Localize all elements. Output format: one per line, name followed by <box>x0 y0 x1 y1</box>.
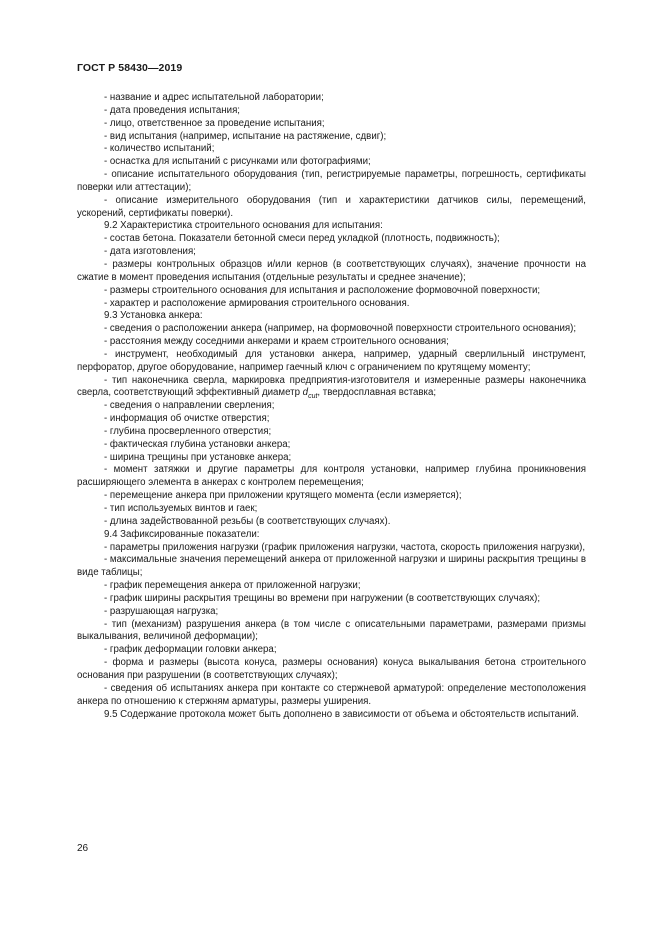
section-paragraph-9-5: 9.5 Содержание протокола может быть дополнено в зависимости от объема и обстоятельств испытаний. <box>104 708 579 720</box>
section-heading-9-4: 9.4 Зафиксированные показатели: <box>104 528 260 540</box>
list-item: - информация об очистке отверстия; <box>104 413 270 425</box>
list-item: - оснастка для испытаний с рисунками или фотографиями; <box>104 156 371 168</box>
list-item: - сведения об испытаниях анкера при контакте со стержневой арматурой: определение местоположения анкера по отношению к стержням арматуры, размеры уширения. <box>77 682 586 707</box>
list-item: - описание испытательного оборудования (тип, регистрируемые параметры, погрешность, сертификаты поверки или аттестации); <box>77 169 586 193</box>
list-item: - максимальные значения перемещений анкера от приложенной нагрузки и ширины раскрытия трещины в виде таблицы; <box>77 554 586 579</box>
section-heading-9-2: 9.2 Характеристика строительного основания для испытания: <box>104 220 383 232</box>
list-item: - перемещение анкера при приложении крутящего момента (если измеряется); <box>104 490 462 502</box>
list-item: - состав бетона. Показатели бетонной смеси перед укладкой (плотность, подвижность); <box>104 233 500 245</box>
drill-text-before: - тип наконечника сверла, маркировка предприятия-изготовителя и измеренные размеры наконечника сверла, соответствующий эффективный диаметр <box>77 374 586 399</box>
list-item: - параметры приложения нагрузки (график приложения нагрузки, частота, скорость приложения нагрузки), <box>104 541 586 553</box>
list-item: - дата изготовления; <box>104 246 196 258</box>
list-item: - глубина просверленного отверстия; <box>104 425 272 437</box>
list-item: - инструмент, необходимый для установки анкера, например, ударный сверлильный инструмент, перфоратор, другое оборудование, например гаечный ключ с ограничением по крутящему моменту; <box>77 348 586 373</box>
section-heading-9-3: 9.3 Установка анкера: <box>104 310 203 322</box>
list-item: - расстояния между соседними анкерами и краем строительного основания; <box>104 336 449 348</box>
list-item: - сведения о расположении анкера (например, на формовочной поверхности строительного основания); <box>104 323 577 335</box>
list-item: - размеры строительного основания для испытания и расположение формовочной поверхности; <box>104 284 541 296</box>
diameter-symbol: d <box>302 387 309 399</box>
list-item: - длина задействованной резьбы (в соответствующих случаях). <box>104 515 391 527</box>
list-item: - характер и расположение армирования строительного основания. <box>104 297 410 309</box>
list-item: - график ширины раскрытия трещины во времени при нагружении (в соответствующих случаях); <box>104 592 541 604</box>
list-item: - лицо, ответственное за проведение испытания; <box>104 117 325 129</box>
list-item: - дата проведения испытания; <box>104 104 241 116</box>
list-item: - сведения о направлении сверления; <box>104 400 275 412</box>
list-item: - размеры контрольных образцов и/или кернов (в соответствующих случаях), значение прочности на сжатие в момент проведения испытания (отдельные результаты и среднее значение); <box>77 258 586 283</box>
document-body <box>77 92 586 721</box>
drill-text-after: , твердосплавная вставка; <box>317 387 437 399</box>
list-item: - тип используемых винтов и гаек; <box>104 503 258 514</box>
list-item: - форма и размеры (высота конуса, размеры основания) конуса выкалывания бетона строительного основания при разрушении (в соответствующих случаях); <box>77 657 586 681</box>
list-item: - график перемещения анкера от приложенной нагрузки; <box>104 580 361 592</box>
list-item: - момент затяжки и другие параметры для контроля установки, например глубина проникновения расширяющего элемента в анкерах с контролем перемещения; <box>77 464 586 489</box>
list-item: - график деформации головки анкера; <box>104 644 277 656</box>
list-item: - описание измерительного оборудования (тип и характеристики датчиков силы, перемещений, ускорений, сертификаты поверки). <box>77 194 586 219</box>
list-item: - название и адрес испытательной лаборатории; <box>104 92 324 103</box>
diameter-subscript: cut <box>308 393 318 401</box>
list-item-drill-tip <box>77 375 586 401</box>
list-item: - ширина трещины при установке анкера; <box>104 451 292 463</box>
list-item: - разрушающая нагрузка; <box>104 605 219 617</box>
list-item: - тип (механизм) разрушения анкера (в том числе с описательными параметрами, размерами призмы выкалывания, величиной деформации); <box>77 618 586 643</box>
document-header: ГОСТ Р 58430—2019 <box>77 62 183 74</box>
list-item: - фактическая глубина установки анкера; <box>104 438 291 450</box>
page-number: 26 <box>77 843 89 854</box>
list-item: - количество испытаний; <box>104 143 215 155</box>
list-item: - вид испытания (например, испытание на растяжение, сдвиг); <box>104 130 387 142</box>
